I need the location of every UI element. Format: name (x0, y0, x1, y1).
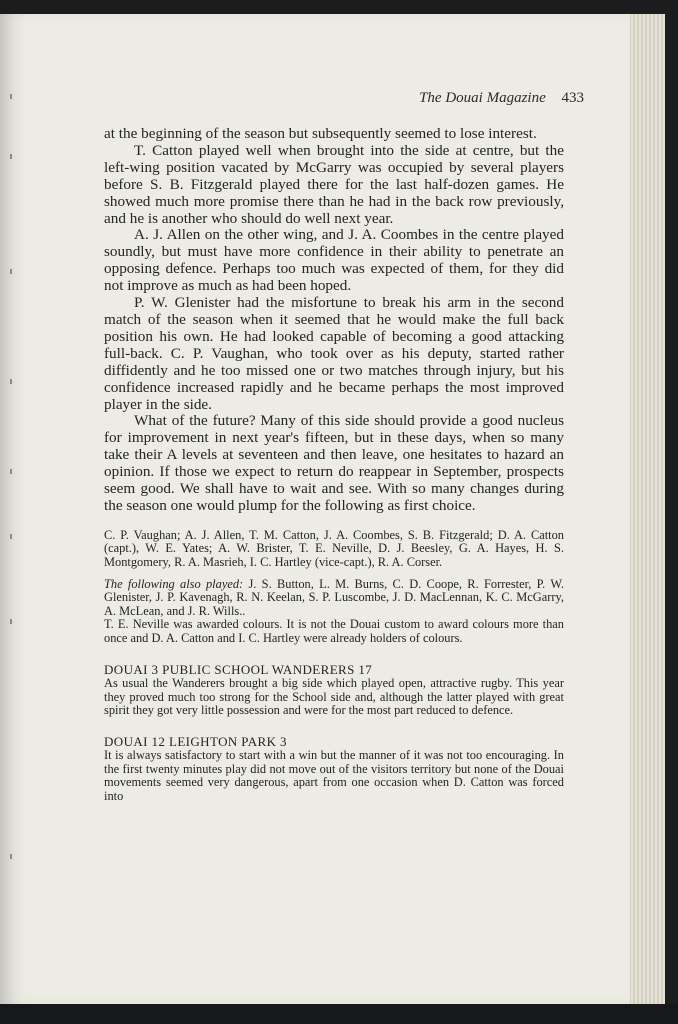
scan-border (0, 1004, 678, 1024)
colours-note: T. E. Neville was awarded colours. It is not the Douai custom to award colours more than once and D. A. Catton and I. C. Hartley were already holders of colours. (104, 617, 564, 645)
margin-mark (10, 94, 12, 99)
paragraph: A. J. Allen on the other wing, and J. A. Coombes in the centre played soundly, but must have more confidence in their ability to penetrate an opposing defence. Perhaps too much was expected of them, for they did not improve as much as had been hoped. (104, 226, 564, 295)
also-played-names: J. S. Button, L. M. Burns, C. D. Coope, R. Forrester, P. W. Glenister, J. P. Kavenagh, R. N. Keelan, S. P. Luscombe, J. D. MacLennan, K. C. McGarry, A. McLean, and J. R. Wills.. (104, 577, 564, 618)
first-choice-list: C. P. Vaughan; A. J. Allen, T. M. Catton, J. A. Coombes, S. B. Fitzgerald; D. A. Catton (capt.), W. E. Yates; A. W. Brister, T. E. Neville, D. J. Beesley, G. A. Hayes, H. S. Montgomery, R. A. Masrieh, I. C. Hartley (vice-capt.), R. A. Corser. (104, 527, 564, 569)
magazine-title: The Douai Magazine (419, 90, 546, 106)
match-heading: DOUAI 12 LEIGHTON PARK 3 (104, 734, 287, 750)
margin-mark (10, 619, 12, 624)
page-text (104, 126, 564, 803)
also-played-list (104, 578, 564, 618)
margin-mark (10, 534, 12, 539)
paragraph: P. W. Glenister had the misfortune to break his arm in the second match of the season when it seemed that he would make the full back position his own. He had looked capable of becoming a good attacking full-back. C. P. Vaughan, who took over as his deputy, started rather diffidently and he too missed one or two matches through injury, but his confidence increased rapidly and he became perhaps the most improved player in the side. (104, 294, 564, 413)
margin-mark (10, 854, 12, 859)
also-played-label: The following also played: (104, 577, 244, 592)
team-lists (104, 529, 564, 645)
paragraph: What of the future? Many of this side should provide a good nucleus for improvement in next year's fifteen, but in these days, when so many take their A levels at seventeen and then leave, one hesitates to hazard an opinion. If those we expect to return do reappear in September, prospects seem good. We shall have to wait and see. With so many changes during the season one would plump for the following as first choice. (104, 412, 564, 514)
match-heading: DOUAI 3 PUBLIC SCHOOL WANDERERS 17 (104, 662, 373, 678)
paragraph: at the beginning of the season but subsequently seemed to lose interest. (104, 125, 537, 142)
match-report: It is always satisfactory to start with a win but the manner of it was not too encouraging. In the first twenty minutes play did not move out of the visitors territory but none of the Douai movements seemed very dangerous, apart from one occasion when D. Catton was forced into (104, 748, 564, 803)
paragraph: T. Catton played well when brought into the side at centre, but the left-wing position vacated by McGarry was occupied by several players before S. B. Fitzgerald played there for the last half-dozen games. He showed much more promise there than he had in the back row previously, and he is another who should do well next year. (104, 141, 564, 227)
running-head (419, 90, 584, 107)
page-number: 433 (561, 90, 584, 106)
match-report: As usual the Wanderers brought a big side which played open, attractive rugby. This year they proved much too strong for the School side and, although the latter played with great spirit they got very little possession and were for the most part reduced to defence. (104, 676, 564, 717)
margin-mark (10, 154, 12, 159)
margin-mark (10, 269, 12, 274)
margin-mark (10, 379, 12, 384)
margin-mark (10, 469, 12, 474)
